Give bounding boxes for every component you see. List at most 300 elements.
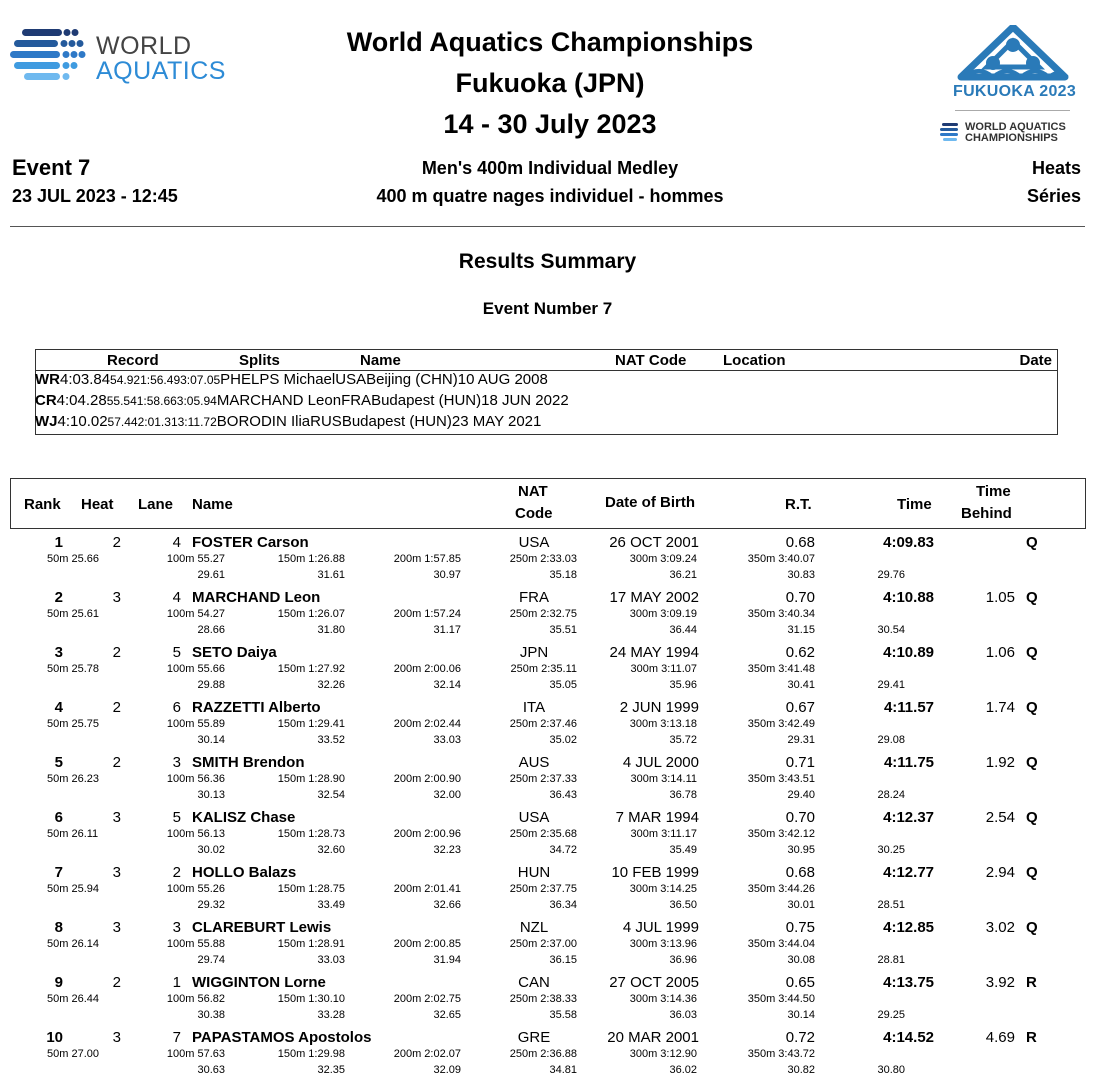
result-time-behind: 2.94 [985, 864, 1015, 881]
result-time: 4:12.77 [883, 864, 934, 881]
fukuoka-year-text: FUKUOKA 2023 [953, 83, 1077, 100]
record-split-3: 3:05.94 [176, 394, 217, 408]
result-lane: 6 [172, 699, 181, 716]
result-lane: 4 [172, 534, 181, 551]
result-name: FOSTER Carson [192, 534, 309, 551]
interval-250m: 32.09 [433, 1064, 461, 1076]
records-header-location: Location [723, 352, 786, 369]
result-rank: 4 [54, 699, 63, 716]
interval-400m: 30.01 [787, 899, 815, 911]
result-dob: 10 FEB 1999 [611, 864, 699, 881]
record-time: 4:04.28 [56, 392, 107, 409]
split-50m: 50m 25.94 [47, 883, 99, 895]
split-250m: 250m 2:37.00 [509, 938, 577, 950]
result-heat: 2 [112, 534, 121, 551]
split-150m: 150m 1:30.10 [277, 993, 345, 1005]
result-name: CLAREBURT Lewis [192, 919, 332, 936]
result-rank: 3 [54, 644, 63, 661]
interval-350m: 36.44 [669, 624, 697, 636]
result-lane: 3 [172, 919, 181, 936]
split-300m: 300m 3:14.11 [630, 773, 697, 785]
logo-divider [955, 110, 1070, 111]
interval-350m: 36.50 [669, 899, 697, 911]
record-type: WR [35, 371, 60, 388]
results-table-header [10, 478, 1086, 529]
result-rt: 0.68 [785, 534, 815, 551]
result-dob: 4 JUL 2000 [622, 754, 699, 771]
result-qualification: R [1026, 1029, 1037, 1046]
interval-400m: 31.15 [787, 624, 815, 636]
split-350m: 350m 3:44.26 [747, 883, 815, 895]
interval-300m: 35.02 [549, 734, 577, 746]
result-rank: 2 [54, 589, 63, 606]
result-rt: 0.75 [785, 919, 815, 936]
interval-400m: 30.08 [787, 954, 815, 966]
interval-300m: 34.81 [549, 1064, 577, 1076]
result-heat: 2 [112, 644, 121, 661]
col-heat: Heat [81, 496, 114, 513]
split-150m: 150m 1:29.41 [277, 718, 345, 730]
record-split-3: 3:07.05 [180, 373, 221, 387]
result-row [0, 699, 1100, 754]
interval-150m: 29.74 [197, 954, 225, 966]
split-300m: 300m 3:09.19 [629, 608, 697, 620]
result-rank: 7 [54, 864, 63, 881]
result-rt: 0.68 [785, 864, 815, 881]
split-50m: 50m 25.61 [47, 608, 99, 620]
split-100m: 100m 55.26 [166, 883, 225, 895]
result-name: RAZZETTI Alberto [192, 699, 321, 716]
result-nat: GRE [517, 1029, 551, 1046]
interval-300m: 35.51 [549, 624, 577, 636]
record-date: 10 AUG 2008 [457, 371, 548, 388]
result-nat: CAN [518, 974, 550, 991]
result-lane: 1 [172, 974, 181, 991]
fukuoka-2023-logo [935, 25, 1095, 150]
result-qualification: Q [1026, 699, 1038, 716]
split-350m: 350m 3:44.50 [747, 993, 815, 1005]
interval-last: 30.25 [877, 844, 905, 856]
record-location: Beijing (CHN) [366, 371, 458, 388]
result-rank: 8 [54, 919, 63, 936]
result-heat: 2 [112, 974, 121, 991]
interval-400m: 30.82 [787, 1064, 815, 1076]
interval-last: 29.41 [877, 679, 905, 691]
interval-250m: 30.97 [433, 569, 461, 581]
split-150m: 150m 1:28.73 [277, 828, 345, 840]
result-row [0, 589, 1100, 644]
col-lane: Lane [138, 496, 174, 513]
interval-150m: 30.63 [197, 1064, 225, 1076]
result-time: 4:12.37 [883, 809, 934, 826]
result-nat: USA [518, 809, 550, 826]
split-100m: 100m 56.13 [166, 828, 225, 840]
result-name: WIGGINTON Lorne [192, 974, 326, 991]
title-line-2: Fukuoka (JPN) [455, 68, 645, 98]
result-dob: 24 MAY 1994 [609, 644, 699, 661]
result-nat: FRA [519, 589, 549, 606]
result-nat: USA [518, 534, 550, 551]
interval-250m: 33.03 [433, 734, 461, 746]
logo-sub-text-1: WORLD AQUATICS [965, 121, 1066, 133]
interval-300m: 35.18 [549, 569, 577, 581]
result-time: 4:09.83 [883, 534, 934, 551]
result-heat: 3 [112, 864, 121, 881]
result-row [0, 754, 1100, 809]
interval-250m: 32.66 [433, 899, 461, 911]
result-qualification: R [1026, 974, 1037, 991]
record-nat: USA [335, 371, 367, 388]
record-row [35, 392, 1058, 413]
split-300m: 300m 3:13.18 [629, 718, 697, 730]
col-dob: Date of Birth [605, 494, 695, 511]
split-300m: 300m 3:12.90 [629, 1048, 697, 1060]
interval-150m: 29.61 [197, 569, 225, 581]
result-time-behind: 3.92 [985, 974, 1015, 991]
record-type: CR [35, 392, 57, 409]
interval-350m: 36.78 [669, 789, 697, 801]
split-200m: 200m 2:02.75 [393, 993, 461, 1005]
interval-300m: 35.58 [549, 1009, 577, 1021]
split-100m: 100m 55.88 [166, 938, 225, 950]
interval-300m: 36.34 [549, 899, 577, 911]
split-100m: 100m 56.82 [166, 993, 225, 1005]
interval-400m: 30.95 [787, 844, 815, 856]
result-heat: 3 [112, 919, 121, 936]
result-rt: 0.65 [785, 974, 815, 991]
result-time: 4:10.88 [883, 589, 934, 606]
split-100m: 100m 54.27 [166, 608, 225, 620]
split-300m: 300m 3:13.96 [629, 938, 697, 950]
world-aquatics-mini-icon [940, 122, 962, 142]
interval-400m: 29.40 [787, 789, 815, 801]
result-qualification: Q [1026, 589, 1038, 606]
record-split-2: 2:01.31 [137, 415, 178, 429]
result-nat: HUN [517, 864, 551, 881]
result-nat: JPN [519, 644, 549, 661]
result-dob: 26 OCT 2001 [609, 534, 699, 551]
interval-350m: 36.03 [669, 1009, 697, 1021]
result-time-behind: 1.92 [985, 754, 1015, 771]
split-200m: 200m 2:01.41 [393, 883, 461, 895]
records-header-splits: Splits [239, 352, 280, 369]
split-350m: 350m 3:43.51 [747, 773, 815, 785]
result-rt: 0.71 [785, 754, 815, 771]
interval-200m: 33.28 [317, 1009, 345, 1021]
interval-300m: 36.43 [549, 789, 577, 801]
result-rt: 0.62 [785, 644, 815, 661]
event-number-subtitle: Event Number 7 [482, 299, 613, 318]
fukuoka-mountain-icon [935, 25, 1095, 83]
interval-300m: 35.05 [549, 679, 577, 691]
record-row [35, 413, 1058, 434]
split-350m: 350m 3:40.07 [747, 553, 815, 565]
result-row [0, 974, 1100, 1029]
result-time: 4:12.85 [883, 919, 934, 936]
world-aquatics-wave-icon [10, 27, 90, 87]
record-type: WJ [35, 413, 58, 430]
split-50m: 50m 26.44 [47, 993, 99, 1005]
split-350m: 350m 3:44.04 [747, 938, 815, 950]
result-rank: 1 [54, 534, 63, 551]
logo-sub-text-2: CHAMPIONSHIPS [965, 132, 1058, 144]
record-split-1: 54.92 [110, 373, 141, 387]
result-heat: 2 [112, 754, 121, 771]
interval-150m: 30.02 [197, 844, 225, 856]
record-split-1: 55.54 [106, 394, 137, 408]
interval-150m: 28.66 [197, 624, 225, 636]
result-rank: 6 [54, 809, 63, 826]
col-nat-line1: NAT [518, 483, 548, 500]
col-behind-line2: Behind [961, 505, 1012, 522]
results-summary-title: Results Summary [458, 250, 637, 273]
result-time-behind: 3.02 [985, 919, 1015, 936]
split-250m: 250m 2:37.33 [509, 773, 577, 785]
col-time: Time [897, 496, 932, 513]
interval-250m: 31.17 [433, 624, 461, 636]
records-header-nat: NAT Code [615, 352, 687, 369]
result-name: SMITH Brendon [192, 754, 305, 771]
result-qualification: Q [1026, 534, 1038, 551]
split-250m: 250m 2:37.75 [509, 883, 577, 895]
interval-last: 28.51 [877, 899, 905, 911]
split-200m: 200m 2:00.85 [393, 938, 461, 950]
result-name: MARCHAND Leon [192, 589, 321, 606]
split-350m: 350m 3:42.12 [747, 828, 815, 840]
record-location: Budapest (HUN) [371, 392, 482, 409]
interval-250m: 32.23 [433, 844, 461, 856]
interval-200m: 33.49 [317, 899, 345, 911]
record-date: 18 JUN 2022 [481, 392, 569, 409]
result-heat: 3 [112, 809, 121, 826]
split-200m: 200m 2:00.90 [393, 773, 461, 785]
result-rt: 0.72 [785, 1029, 815, 1046]
split-150m: 150m 1:26.88 [277, 553, 345, 565]
result-time: 4:10.89 [883, 644, 934, 661]
interval-150m: 30.38 [197, 1009, 225, 1021]
interval-400m: 30.83 [787, 569, 815, 581]
interval-last: 30.80 [877, 1064, 905, 1076]
col-behind-line1: Time [976, 483, 1011, 500]
split-250m: 250m 2:35.11 [510, 663, 577, 675]
interval-350m: 36.02 [669, 1064, 697, 1076]
record-date: 23 MAY 2021 [451, 413, 542, 430]
result-lane: 4 [172, 589, 181, 606]
record-split-2: 1:56.49 [140, 373, 181, 387]
title-line-3: 14 - 30 July 2023 [443, 109, 657, 139]
split-200m: 200m 2:02.44 [393, 718, 461, 730]
result-qualification: Q [1026, 809, 1038, 826]
split-200m: 200m 1:57.85 [393, 553, 461, 565]
split-350m: 350m 3:40.34 [747, 608, 815, 620]
col-nat-line2: Code [515, 505, 553, 522]
split-250m: 250m 2:33.03 [509, 553, 577, 565]
result-dob: 20 MAR 2001 [607, 1029, 699, 1046]
event-datetime: 23 JUL 2023 - 12:45 [12, 186, 178, 206]
interval-200m: 33.52 [317, 734, 345, 746]
split-250m: 250m 2:38.33 [509, 993, 577, 1005]
split-150m: 150m 1:28.75 [277, 883, 345, 895]
result-qualification: Q [1026, 864, 1038, 881]
interval-400m: 29.31 [787, 734, 815, 746]
interval-350m: 35.49 [669, 844, 697, 856]
record-name: BORODIN Ilia [216, 413, 311, 430]
split-200m: 200m 1:57.24 [393, 608, 461, 620]
result-name: PAPASTAMOS Apostolos [192, 1029, 372, 1046]
result-row [0, 644, 1100, 699]
result-dob: 4 JUL 1999 [622, 919, 699, 936]
interval-250m: 32.00 [433, 789, 461, 801]
split-50m: 50m 26.14 [47, 938, 99, 950]
interval-150m: 29.32 [197, 899, 225, 911]
result-row [0, 809, 1100, 864]
interval-150m: 30.13 [197, 789, 225, 801]
interval-last: 29.76 [877, 569, 905, 581]
result-heat: 3 [112, 1029, 121, 1046]
records-header-date: Date [1019, 352, 1052, 369]
record-time: 4:03.84 [60, 371, 111, 388]
result-nat: ITA [522, 699, 546, 716]
event-name: Men's 400m Individual Medley [421, 158, 679, 178]
interval-300m: 34.72 [549, 844, 577, 856]
split-150m: 150m 1:28.90 [277, 773, 345, 785]
interval-400m: 30.41 [787, 679, 815, 691]
interval-last: 28.81 [877, 954, 905, 966]
result-dob: 7 MAR 1994 [615, 809, 699, 826]
interval-250m: 32.65 [433, 1009, 461, 1021]
records-header-record: Record [107, 352, 159, 369]
world-aquatics-logo [10, 27, 260, 87]
result-rt: 0.67 [785, 699, 815, 716]
record-time: 4:10.02 [57, 413, 108, 430]
interval-350m: 36.96 [669, 954, 697, 966]
result-lane: 5 [172, 644, 181, 661]
split-150m: 150m 1:26.07 [277, 608, 345, 620]
interval-200m: 32.54 [317, 789, 345, 801]
split-300m: 300m 3:11.17 [630, 828, 697, 840]
result-time: 4:11.75 [883, 754, 934, 771]
result-lane: 2 [172, 864, 181, 881]
logo-text-world: WORLD [96, 32, 192, 60]
event-number: Event 7 [12, 155, 91, 180]
result-name: KALISZ Chase [192, 809, 296, 826]
split-200m: 200m 2:00.96 [393, 828, 461, 840]
record-name: MARCHAND Leon [216, 392, 342, 409]
result-name: SETO Daiya [192, 644, 277, 661]
result-time-behind: 4.69 [985, 1029, 1015, 1046]
result-time: 4:14.52 [883, 1029, 934, 1046]
result-name: HOLLO Balazs [192, 864, 297, 881]
interval-250m: 31.94 [433, 954, 461, 966]
split-150m: 150m 1:29.98 [277, 1048, 345, 1060]
result-lane: 5 [172, 809, 181, 826]
result-rt: 0.70 [785, 809, 815, 826]
interval-200m: 32.60 [317, 844, 345, 856]
record-split-3: 3:11.72 [177, 415, 217, 429]
result-qualification: Q [1026, 919, 1038, 936]
result-time-behind: 1.74 [985, 699, 1015, 716]
result-rank: 9 [54, 974, 63, 991]
col-rank: Rank [24, 496, 61, 513]
interval-400m: 30.14 [787, 1009, 815, 1021]
result-row [0, 1029, 1100, 1079]
split-50m: 50m 25.75 [47, 718, 99, 730]
result-lane: 7 [172, 1029, 181, 1046]
result-rank: 5 [54, 754, 63, 771]
split-50m: 50m 25.78 [47, 663, 99, 675]
result-heat: 3 [112, 589, 121, 606]
split-100m: 100m 55.66 [166, 663, 225, 675]
split-50m: 50m 25.66 [47, 553, 99, 565]
interval-250m: 32.14 [433, 679, 461, 691]
interval-300m: 36.15 [549, 954, 577, 966]
result-time-behind: 1.06 [985, 644, 1015, 661]
interval-200m: 31.61 [317, 569, 345, 581]
event-name-french: 400 m quatre nages individuel - hommes [376, 186, 724, 206]
records-header-name: Name [360, 352, 401, 369]
record-nat: FRA [341, 392, 372, 409]
split-250m: 250m 2:36.88 [509, 1048, 577, 1060]
interval-last: 29.25 [877, 1009, 905, 1021]
interval-200m: 31.80 [317, 624, 345, 636]
split-250m: 250m 2:32.75 [509, 608, 577, 620]
record-split-2: 1:58.66 [136, 394, 177, 408]
split-350m: 350m 3:43.72 [747, 1048, 815, 1060]
split-200m: 200m 2:02.07 [393, 1048, 461, 1060]
split-350m: 350m 3:42.49 [747, 718, 815, 730]
split-50m: 50m 26.11 [47, 828, 99, 840]
result-qualification: Q [1026, 754, 1038, 771]
interval-200m: 32.35 [317, 1064, 345, 1076]
interval-350m: 35.72 [669, 734, 697, 746]
record-split-1: 57.44 [107, 415, 138, 429]
interval-150m: 30.14 [197, 734, 225, 746]
col-rt: R.T. [785, 496, 812, 513]
interval-last: 28.24 [877, 789, 905, 801]
result-time: 4:13.75 [883, 974, 934, 991]
result-nat: AUS [518, 754, 550, 771]
championship-title [300, 22, 800, 145]
record-row [35, 371, 1058, 392]
col-name: Name [192, 496, 233, 513]
result-time-behind: 2.54 [985, 809, 1015, 826]
interval-350m: 36.21 [669, 569, 697, 581]
split-300m: 300m 3:14.36 [629, 993, 697, 1005]
result-row [0, 919, 1100, 974]
split-100m: 100m 55.89 [166, 718, 225, 730]
split-50m: 50m 27.00 [47, 1048, 99, 1060]
split-300m: 300m 3:09.24 [629, 553, 697, 565]
split-250m: 250m 2:35.68 [509, 828, 577, 840]
header-divider [10, 226, 1085, 227]
result-dob: 27 OCT 2005 [609, 974, 699, 991]
split-300m: 300m 3:11.07 [630, 663, 697, 675]
result-row [0, 534, 1100, 589]
result-row [0, 864, 1100, 919]
interval-last: 29.08 [877, 734, 905, 746]
result-heat: 2 [112, 699, 121, 716]
result-time-behind: 1.05 [985, 589, 1015, 606]
interval-350m: 35.96 [669, 679, 697, 691]
event-phase: Heats [1031, 158, 1081, 178]
record-name: PHELPS Michael [220, 371, 336, 388]
split-100m: 100m 57.63 [166, 1048, 225, 1060]
record-nat: RUS [310, 413, 342, 430]
interval-200m: 32.26 [317, 679, 345, 691]
interval-last: 30.54 [877, 624, 905, 636]
split-350m: 350m 3:41.48 [747, 663, 815, 675]
logo-text-aquatics: AQUATICS [96, 57, 226, 85]
